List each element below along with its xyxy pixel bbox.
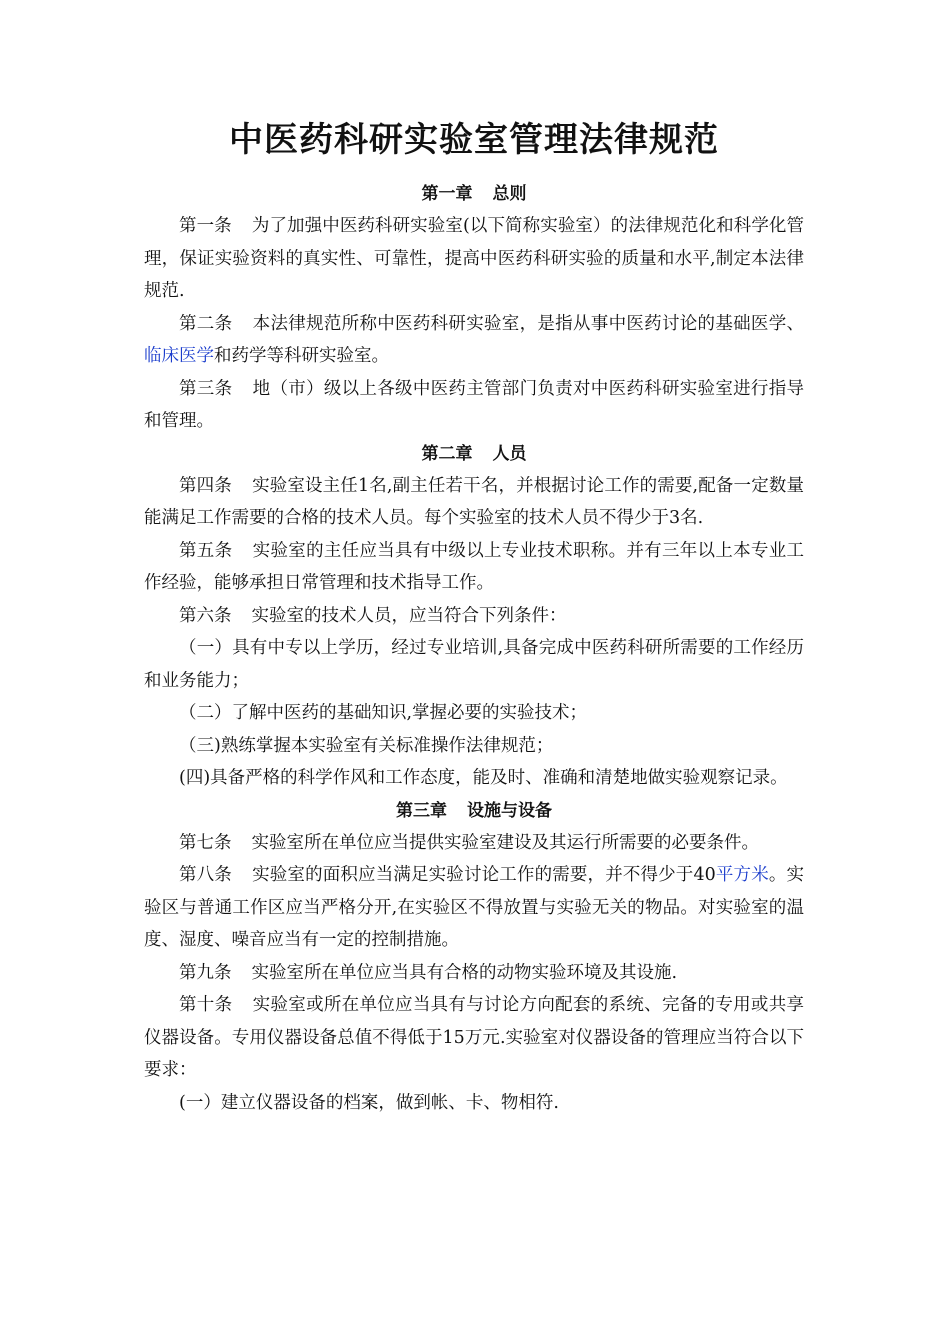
chapter-name: 人员: [492, 443, 527, 464]
article-9: [144, 957, 804, 990]
document-title: 中医药科研实验室管理法律规范: [229, 120, 719, 160]
article-text: 为了加强中医药科研实验室(以下简称实验室）的法律规范化和科学化管理，保证实验资料的真实性、可靠性，提高中医药科研实验的质量和水平,制定本法律规范.: [144, 216, 805, 301]
article-text: 实验室的面积应当满足实验讨论工作的需要，并不得少于40: [251, 865, 716, 885]
article-text: 实验室所在单位应当提供实验室建设及其运行所需要的必要条件。: [251, 832, 759, 853]
clinical-medicine-link[interactable]: 临床医学: [144, 346, 214, 366]
article-4: [144, 470, 804, 535]
article-6-item-2: （二）了解中医药的基础知识,掌握必要的实验技术；: [179, 703, 588, 723]
article-number: 第七条: [179, 832, 232, 853]
article-6-item-4: (四)具备严格的科学作风和工作态度，能及时、准确和清楚地做实验观察记录。: [179, 768, 788, 788]
article-number: 第五条: [179, 540, 233, 561]
article-number: 第二条: [179, 313, 233, 334]
article-8: [144, 859, 804, 957]
article-number: 第十条: [179, 995, 233, 1015]
article-6-item-3: （三)熟练掌握本实验室有关标准操作法律规范；: [179, 735, 554, 756]
article-3: [144, 373, 804, 438]
article-number: 第三条: [179, 378, 233, 399]
article-10-item-1: (一）建立仪器设备的档案，做到帐、卡、物相符.: [179, 1092, 559, 1113]
article-10: [144, 989, 804, 1087]
article-7: [144, 827, 804, 860]
chapter-name: 总则: [492, 184, 527, 204]
article-number: 第八条: [179, 865, 232, 885]
article-6: [144, 600, 804, 633]
article-2: [144, 308, 804, 373]
article-text: 地（市）级以上各级中医药主管部门负责对中医药科研实验室进行指导和管理。: [144, 378, 805, 431]
article-text: 实验室设主任1名,副主任若干名，并根据讨论工作的需要,配备一定数量能满足工作需要的合格的技术人员。每个实验室的技术人员不得少于3名.: [144, 475, 804, 528]
article-text: 。实验区与普通工作区应当严格分开,在实验区不得放置与实验无关的物品。对实验室的温度、湿度、噪音应当有一定的控制措施。: [144, 865, 805, 950]
square-meter-link[interactable]: 平方米: [715, 865, 769, 885]
article-text: 实验室的技术人员，应当符合下列条件：: [251, 605, 567, 626]
article-text: 实验室的主任应当具有中级以上专业技术职称。并有三年以上本专业工作经验，能够承担日常管理和技术指导工作。: [144, 540, 805, 593]
article-number: 第四条: [179, 475, 232, 496]
article-text: 本法律规范所称中医药科研实验室，是指从事中医药讨论的基础医学、: [252, 313, 805, 334]
chapter-1-heading: [144, 178, 804, 210]
article-text: 实验室或所在单位应当具有与讨论方向配套的系统、完备的专用或共享仪器设备。专用仪器设备总值不得低于15万元.实验室对仪器设备的管理应当符合以下要求：: [144, 995, 805, 1080]
document-page: [144, 108, 804, 1119]
article-1: [144, 210, 804, 308]
article-number: 第一条: [179, 216, 232, 236]
article-text: 实验室所在单位应当具有合格的动物实验环境及其设施.: [251, 962, 678, 983]
article-5: [144, 535, 804, 600]
chapter-3-heading: [144, 795, 804, 827]
chapter-number: 第二章: [421, 443, 473, 464]
article-number: 第九条: [179, 962, 232, 983]
article-number: 第六条: [179, 605, 232, 626]
chapter-name: 设施与设备: [467, 800, 552, 821]
chapter-2-heading: [144, 438, 804, 470]
chapter-number: 第一章: [421, 184, 473, 204]
article-text: 和药学等科研实验室。: [214, 346, 389, 366]
chapter-number: 第三章: [396, 800, 447, 821]
article-6-item-1: （一）具有中专以上学历，经过专业培训,具备完成中医药科研所需要的工作经历和业务能力；: [144, 638, 804, 691]
